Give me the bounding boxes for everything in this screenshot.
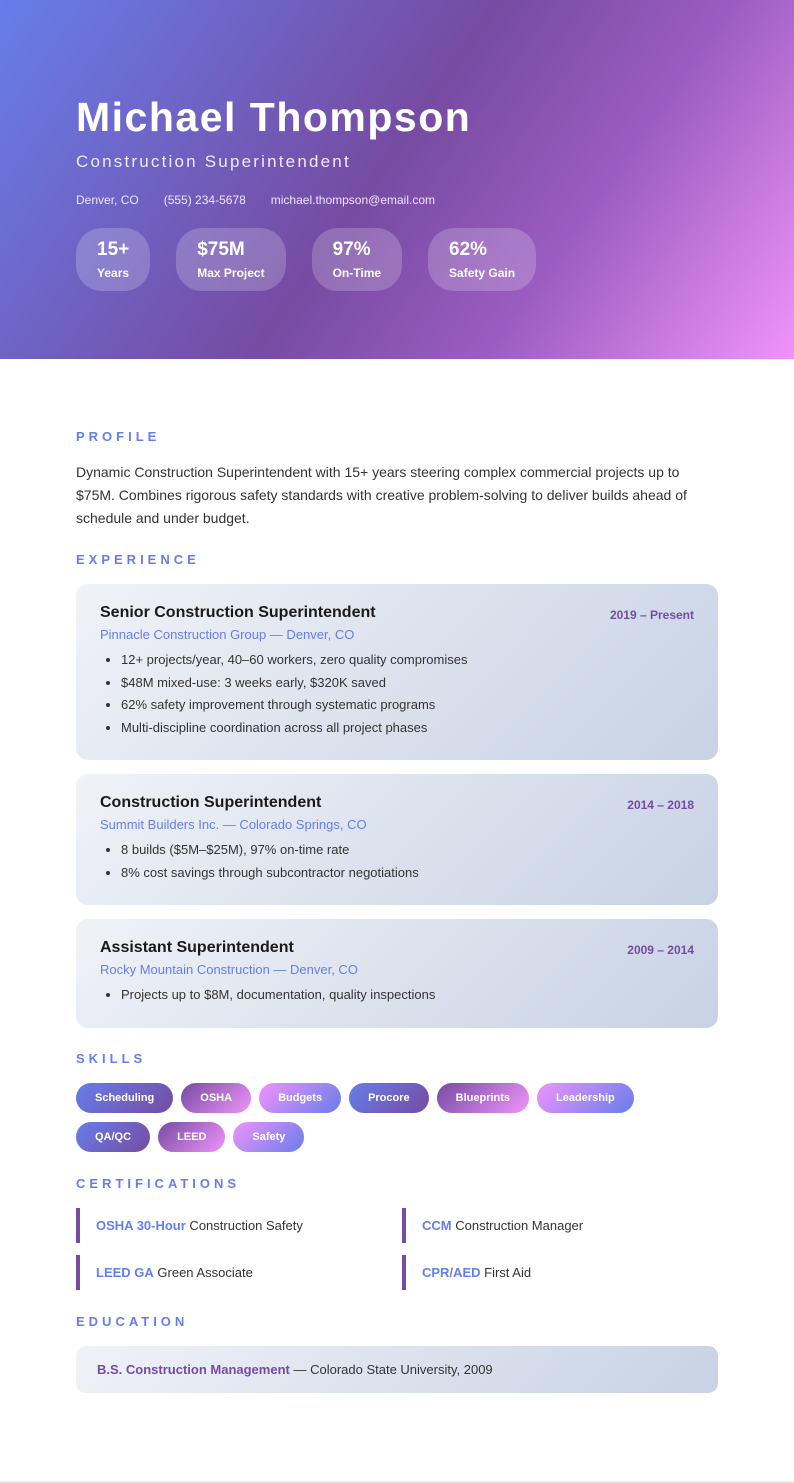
stat-value: 15+ <box>97 239 130 260</box>
stat-badge <box>312 228 402 291</box>
certification-item <box>76 1255 402 1290</box>
position-title: Construction Superintendent <box>100 794 322 811</box>
certification-item <box>402 1208 636 1243</box>
achievement-item: • 12+ projects/year, 40–60 workers, zero quality compromises <box>121 649 694 672</box>
stats-row <box>76 228 536 291</box>
experience-card <box>76 774 718 905</box>
position-title: Assistant Superintendent <box>100 939 294 956</box>
achievement-list <box>100 839 694 884</box>
certification-name: First Aid <box>480 1265 532 1280</box>
skill-tag: QA/QC <box>76 1122 150 1152</box>
skills-list <box>76 1083 676 1152</box>
stat-badge <box>76 228 150 291</box>
position-dates: 2019 – Present <box>609 608 694 622</box>
section-title-education: EDUCATION <box>76 1314 189 1329</box>
experience-card <box>76 584 718 760</box>
skill-tag: OSHA <box>181 1083 251 1113</box>
skill-tag: Budgets <box>259 1083 341 1113</box>
profile-summary: Dynamic Construction Superintendent with 15+ years steering complex commercial projects up to $75M. Combines rigorous safety standards with creative problem-solving to deliver builds ahead of schedule and under budget. <box>76 464 687 526</box>
certification-item <box>402 1255 636 1290</box>
education-degree: B.S. Construction Management <box>97 1362 290 1377</box>
stat-label: Years <box>97 266 130 280</box>
company-name: Pinnacle Construction Group — Denver, CO <box>100 627 355 642</box>
skill-tag: LEED <box>158 1122 225 1152</box>
achievement-list <box>100 649 694 739</box>
certification-name: Green Associate <box>153 1265 253 1280</box>
stat-value: 62% <box>449 239 488 260</box>
position-title: Senior Construction Superintendent <box>100 604 376 621</box>
certification-abbr: CCM <box>422 1218 452 1233</box>
education-entry <box>76 1346 718 1393</box>
achievement-item: • 62% safety improvement through systematic programs <box>121 694 694 717</box>
position-dates: 2014 – 2018 <box>627 798 694 812</box>
job-title: Construction Superintendent <box>76 152 351 171</box>
section-title-skills: SKILLS <box>76 1051 147 1066</box>
experience-card <box>76 919 718 1028</box>
stat-label: Safety Gain <box>449 266 516 280</box>
certifications-list <box>76 1208 636 1290</box>
contact-phone[interactable]: (555) 234-5678 <box>163 193 246 207</box>
skill-tag: Scheduling <box>76 1083 173 1113</box>
certification-abbr: LEED GA <box>96 1265 154 1280</box>
certification-name: Construction Manager <box>451 1218 584 1233</box>
stat-label: Max Project <box>197 266 265 280</box>
skill-tag: Blueprints <box>437 1083 529 1113</box>
company-name: Summit Builders Inc. — Colorado Springs, CO <box>100 817 367 832</box>
section-title-experience: EXPERIENCE <box>76 552 200 567</box>
achievement-item: • $48M mixed-use: 3 weeks early, $320K saved <box>121 672 694 695</box>
stat-badge <box>428 228 536 291</box>
skill-tag: Leadership <box>537 1083 634 1113</box>
section-title-certifications: CERTIFICATIONS <box>76 1176 241 1191</box>
stat-value: $75M <box>197 239 245 260</box>
stat-label: On-Time <box>332 266 382 280</box>
position-dates: 2009 – 2014 <box>627 943 694 957</box>
achievement-item: • 8% cost savings through subcontractor negotiations <box>121 862 694 885</box>
stat-badge <box>176 228 285 291</box>
achievement-item: • Projects up to $8M, documentation, quality inspections <box>121 984 694 1007</box>
stat-value: 97% <box>332 239 371 260</box>
contact-location: Denver, CO <box>76 193 139 207</box>
section-title-profile: PROFILE <box>76 429 161 444</box>
contact-info <box>76 193 435 207</box>
certification-abbr: CPR/AED <box>422 1265 481 1280</box>
company-name: Rocky Mountain Construction — Denver, CO <box>100 962 358 977</box>
header-banner <box>0 0 794 359</box>
skill-tag: Procore <box>349 1083 429 1113</box>
contact-email[interactable]: michael.thompson@email.com <box>270 193 436 207</box>
education-details: — Colorado State University, 2009 <box>289 1362 493 1377</box>
certification-item <box>76 1208 402 1243</box>
achievement-item: • Multi-discipline coordination across all project phases <box>121 717 694 740</box>
candidate-name: Michael Thompson <box>76 94 472 140</box>
certification-name: Construction Safety <box>185 1218 303 1233</box>
skill-tag: Safety <box>233 1122 304 1152</box>
certification-abbr: OSHA 30-Hour <box>96 1218 186 1233</box>
achievement-list <box>100 984 694 1007</box>
achievement-item: • 8 builds ($5M–$25M), 97% on-time rate <box>121 839 694 862</box>
